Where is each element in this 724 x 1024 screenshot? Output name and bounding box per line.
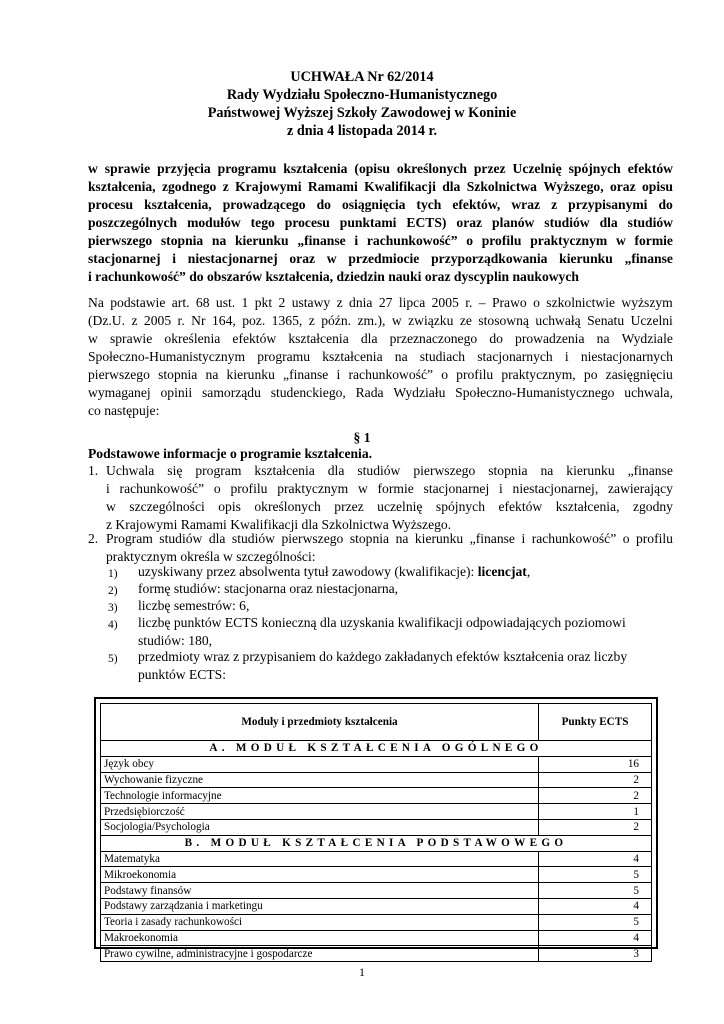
item-line: Uchwala się program kształcenia dla studiów pierwszego stopnia na kierunku „finanse	[106, 463, 673, 478]
subject-name: Makroekonomia	[101, 930, 539, 946]
subject-name: Przedsiębiorczość	[101, 804, 539, 820]
table-row	[101, 756, 652, 772]
degree-title: licencjat	[477, 564, 527, 579]
module-group-label: A. MODUŁ KSZTAŁCENIA OGÓLNEGO	[101, 741, 652, 757]
table-row	[101, 946, 652, 962]
table-row	[101, 772, 652, 788]
table-row	[101, 930, 652, 946]
title-line-3: Państwowej Wyższej Szkoły Zawodowej w Koninie	[207, 105, 517, 121]
subject-name: Socjologia/Psychologia	[101, 819, 539, 835]
basis-line: (Dz.U. z 2005 r. Nr 164, poz. 1365, z późn. zm.), w związku ze stosowną uchwałą Senatu Uczelni	[88, 313, 673, 328]
page-number: 1	[359, 965, 365, 979]
module-group-label: B. MODUŁ KSZTAŁCENIA PODSTAWOWEGO	[101, 835, 652, 851]
subject-line: kształcenia, zgodnego z Krajowymi Ramami Kwalifikacji dla Szkolnictwa Wyższego, oraz opisu	[88, 179, 673, 194]
subject-line: poszczególnych modułów tego procesu punktami ECTS) oraz planów studiów dla studiów	[88, 215, 673, 230]
ects-points: 4	[539, 851, 652, 867]
sub-item-suffix: ,	[526, 564, 531, 579]
subject-name: Podstawy finansów	[101, 883, 539, 899]
sub-item-text-continued: punktów ECTS:	[138, 667, 226, 682]
ects-table	[100, 703, 652, 962]
ects-points: 1	[539, 804, 652, 820]
subject-name: Wychowanie fizyczne	[101, 772, 539, 788]
sub-item-number: 2)	[108, 585, 118, 597]
sub-item-text: uzyskiwany przez absolwenta tytuł zawodowy (kwalifikacje):	[138, 564, 478, 579]
ects-points: 5	[539, 883, 652, 899]
table-row	[101, 883, 652, 899]
subject-name: Teoria i zasady rachunkowości	[101, 914, 539, 930]
ects-points: 5	[539, 914, 652, 930]
table-row	[101, 898, 652, 914]
basis-line: pierwszego stopnia na kierunku „finanse i rachunkowość” o profilu praktycznym, po zasięgnięciu	[88, 367, 673, 382]
resolution-subject	[88, 160, 673, 286]
sub-item-number: 3)	[108, 602, 118, 614]
subject-name: Prawo cywilne, administracyjne i gospodarcze	[101, 946, 539, 962]
ects-points: 16	[539, 756, 652, 772]
item-line: w szczególności opis określonych przez uczelnię spójnych efektów kształcenia, zgodny	[106, 499, 673, 514]
ects-points: 4	[539, 930, 652, 946]
item-number: 2.	[88, 531, 99, 546]
sub-item-text: liczbę punktów ECTS konieczną dla uzyskania kwalifikacji odpowiadających poziomowi	[138, 615, 626, 630]
sub-item-text: liczbę semestrów: 6,	[138, 598, 250, 613]
basis-line: co następuje:	[88, 403, 160, 418]
subject-name: Podstawy zarządzania i marketingu	[101, 898, 539, 914]
sub-item-number: 5)	[108, 653, 118, 665]
table-body	[101, 741, 652, 962]
subject-line: stacjonarnej i niestacjonarnej oraz w przedmiocie przyporządkowania kierunku „finanse	[88, 251, 673, 266]
sub-item-number: 1)	[108, 568, 118, 580]
table-row	[101, 867, 652, 883]
ects-points: 5	[539, 867, 652, 883]
table-row	[101, 914, 652, 930]
basis-line: Społeczno-Humanistycznym programu kształcenia na studiach stacjonarnych i niestacjonarnych	[88, 349, 673, 364]
item-line: praktycznym określa w szczególności:	[106, 549, 316, 564]
table-row	[101, 804, 652, 820]
item-line: z Krajowymi Ramami Kwalifikacji dla Szkolnictwa Wyższego.	[106, 517, 452, 532]
column-header-modules: Moduły i przedmioty kształcenia	[101, 704, 539, 741]
ects-points: 2	[539, 819, 652, 835]
table-row	[101, 819, 652, 835]
ects-points: 2	[539, 772, 652, 788]
subject-name: Mikroekonomia	[101, 867, 539, 883]
item-line: i rachunkowość” o profilu praktycznym w formie stacjonarnej i niestacjonarnej, zawierający	[106, 481, 673, 496]
ects-points: 2	[539, 788, 652, 804]
sub-item-text: formę studiów: stacjonarna oraz niestacjonarna,	[138, 581, 399, 596]
subject-name: Technologie informacyjne	[101, 788, 539, 804]
table-row	[101, 788, 652, 804]
table-row	[101, 851, 652, 867]
ects-table-frame	[94, 697, 658, 960]
column-header-ects: Punkty ECTS	[539, 704, 652, 741]
legal-basis	[88, 294, 673, 420]
basis-line: w sprawie określenia efektów kształcenia dla przeznaczonego do prowadzenia na Wydziale	[88, 331, 673, 346]
title-line-4: z dnia 4 listopada 2014 r.	[286, 123, 438, 139]
basis-line: wymaganej opinii samorządu studenckiego, Rada Wydziału Społeczno-Humanistycznego uchwala,	[88, 385, 673, 400]
module-group-row	[101, 741, 652, 757]
ects-points: 4	[539, 898, 652, 914]
item-number: 1.	[88, 463, 99, 478]
subject-line: procesu kształcenia, prowadzącego do osiągnięcia tych efektów, wraz z przypisanymi do	[88, 197, 673, 212]
subject-line: pierwszego stopnia na kierunku „finanse i rachunkowość” o profilu praktycznym w formie	[88, 233, 673, 248]
title-line-2: Rady Wydziału Społeczno-Humanistycznego	[226, 87, 498, 103]
subject-name: Matematyka	[101, 851, 539, 867]
subject-name: Język obcy	[101, 756, 539, 772]
ects-points: 3	[539, 946, 652, 962]
sub-item-number: 4)	[108, 619, 118, 631]
sub-item-text: przedmioty wraz z przypisaniem do każdego zakładanych efektów kształcenia oraz liczby	[138, 649, 628, 664]
module-group-row	[101, 835, 652, 851]
section-heading: Podstawowe informacje o programie kształcenia.	[88, 446, 373, 461]
basis-line: Na podstawie art. 68 ust. 1 pkt 2 ustawy z dnia 27 lipca 2005 r. – Prawo o szkolnictwie wyższym	[88, 295, 673, 310]
subject-line: w sprawie przyjęcia programu kształcenia (opisu określonych przez Uczelnię spójnych efektów	[88, 161, 673, 176]
title-line-1: UCHWAŁA Nr 62/2014	[290, 69, 434, 85]
sub-item-text-continued: studiów: 180,	[138, 633, 213, 648]
resolution-title	[0, 68, 724, 140]
section-mark: § 1	[353, 430, 371, 445]
item-line: Program studiów dla studiów pierwszego stopnia na kierunku „finanse i rachunkowość” o profilu	[106, 531, 673, 546]
subject-line: i rachunkowość” do obszarów kształcenia, dziedzin nauki oraz dyscyplin naukowych	[88, 269, 579, 284]
